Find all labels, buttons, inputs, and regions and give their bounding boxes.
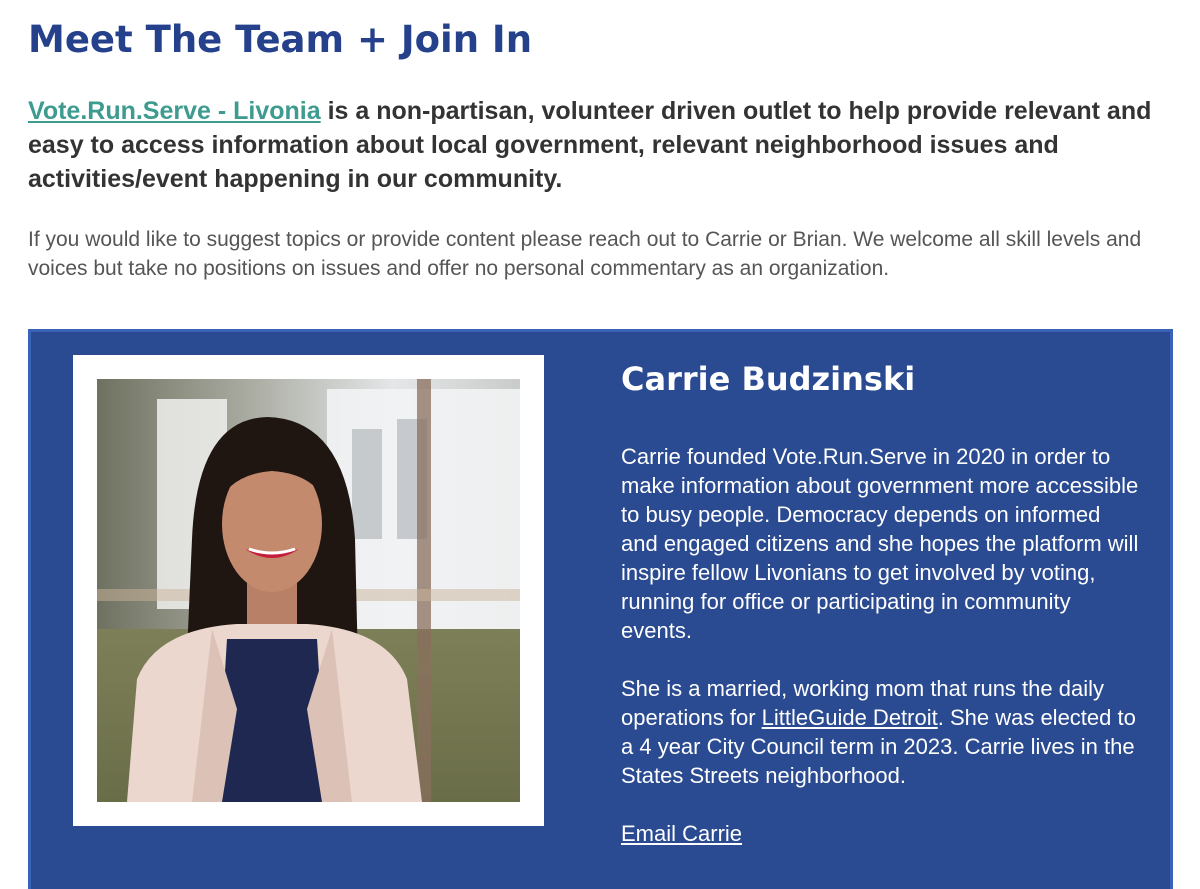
member-name: Carrie Budzinski: [621, 360, 916, 398]
intro-paragraph: [28, 94, 1158, 196]
bio-paragraph-1: Carrie founded Vote.Run.Serve in 2020 in order to make information about government more accessible to busy people. Democracy depends on informed and engaged citizens and she hopes the platform will inspire fellow Livonians to get involved by voting, running for office or participating in community events.: [621, 444, 1139, 643]
page-title: Meet The Team + Join In: [28, 18, 533, 61]
vote-run-serve-livonia-link[interactable]: Vote.Run.Serve - Livonia: [28, 97, 321, 125]
member-bio: [621, 442, 1141, 877]
photo-frame: [73, 355, 544, 826]
email-carrie-link[interactable]: Email Carrie: [621, 821, 743, 846]
bio-2-text-end: . She was elected to a 4 year City Council term in 2023. Carrie lives in the States Streets neighborhood.: [621, 705, 1136, 788]
bio-paragraph-2: [621, 674, 1141, 790]
contribution-note: If you would like to suggest topics or provide content please reach out to Carrie or Brian. We welcome all skill levels and voices but take no positions on issues and offer no personal commentary as an organization.: [28, 228, 1142, 280]
bio-2-text-start: She is a married, working mom that runs the daily operations for: [621, 676, 1104, 730]
team-member-card: [28, 329, 1173, 889]
member-photo: [97, 379, 520, 802]
portrait-image: [97, 379, 520, 802]
intro-text: is a non-partisan, volunteer driven outlet to help provide relevant and easy to access information about local government, relevant neighborhood issues and activities/event happening in our community.: [28, 97, 1152, 193]
littleguide-detroit-link[interactable]: LittleGuide Detroit: [761, 705, 938, 730]
